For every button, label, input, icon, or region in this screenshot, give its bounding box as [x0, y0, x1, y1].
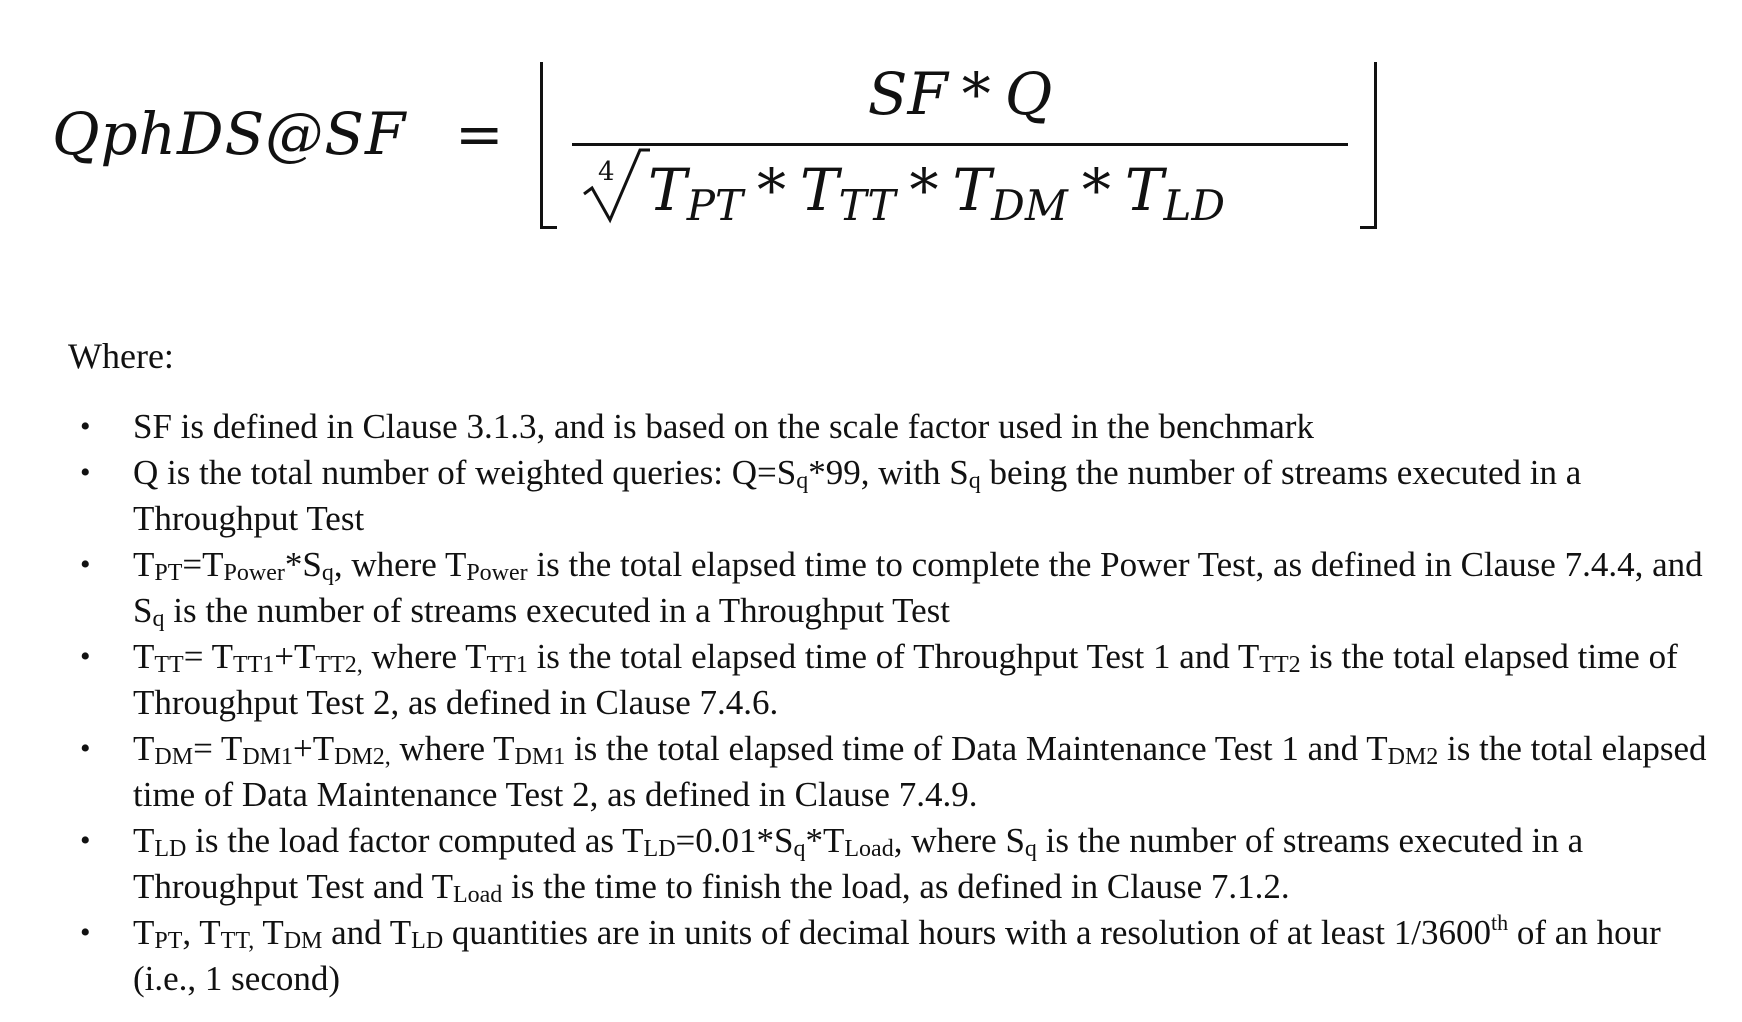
floor-bracket-right: [1360, 62, 1377, 229]
bullet-icon: •: [80, 824, 91, 857]
formula-equals: =: [455, 100, 504, 168]
den-op: *: [1081, 156, 1111, 224]
list-item: • Q is the total number of weighted queries: $Q=S_q*99$, with $S_q$ being the number of streams executed in a Throughput Test: [0, 450, 1742, 542]
bullet-icon: •: [80, 916, 91, 949]
root-index: 4: [598, 157, 615, 187]
numerator-q: Q: [1004, 60, 1053, 128]
list-item: • $T_{TT}= T_{TT1}+T_{TT2,}$ where $T_{TT1}$ is the total elapsed time of Throughput Test 1 and $T_{TT2}$ is the total elapsed time of Throughput Test 2, as defined in Clause 7.4.6.: [0, 634, 1742, 726]
formula: [0, 0, 1742, 260]
den-op: *: [756, 156, 786, 224]
den-t-dm: $T_{DM}$: [952, 156, 1068, 230]
den-t-pt: $T_{PT}$: [648, 156, 743, 230]
definition-list: [0, 404, 1742, 1002]
formula-numerator: [570, 60, 1350, 128]
fraction-bar: [572, 143, 1348, 146]
bullet-icon: •: [80, 456, 91, 489]
bullet-icon: •: [80, 410, 91, 443]
list-item: • $T_{LD}$ is the load factor computed as $T_{LD}=0.01*S_q*T_{Load}$, where $S_q$ is the number of streams executed in a Throughput Test and $T_{Load}$ is the time to finish the load, as defined in Clause 7.1.2.: [0, 818, 1742, 910]
list-item: • SF is defined in Clause 3.1.3, and is based on the scale factor used in the benchmark: [0, 404, 1742, 450]
numerator-op: *: [961, 60, 991, 128]
den-op: *: [909, 156, 939, 224]
radical-icon: [582, 146, 652, 224]
floor-bracket-left: [540, 62, 557, 229]
where-label: Where:: [68, 336, 174, 376]
bullet-icon: •: [80, 548, 91, 581]
list-item: • $T_{DM}= T_{DM1}+T_{DM2,}$ where $T_{DM1}$ is the total elapsed time of Data Maintenance Test 1 and $T_{DM2}$ is the total elapsed time of Data Maintenance Test 2, as defined in Clause 7.4.9.: [0, 726, 1742, 818]
den-t-tt: $T_{TT}$: [799, 156, 896, 230]
numerator-sf: SF: [867, 60, 948, 128]
list-item: • $T_{PT}$, $T_{TT,}$ $T_{DM}$ and $T_{LD}$ quantities are in units of decimal hours with a resolution of at least 1/3600th of an hour (i.e., 1 second): [80, 910, 1661, 998]
list-item: • $T_{PT}=T_{Power}*S_q$, where $T_{Power}$ is the total elapsed time to complete the Power Test, as defined in Clause 7.4.4, and $S_q$ is the number of streams executed in a Throughput Test: [0, 542, 1742, 634]
bullet-icon: •: [80, 732, 91, 765]
bullet-icon: •: [80, 640, 91, 673]
formula-lhs: QphDS@SF: [52, 100, 407, 168]
formula-denominator: [648, 156, 1225, 230]
den-t-ld: $T_{LD}$: [1124, 156, 1226, 230]
